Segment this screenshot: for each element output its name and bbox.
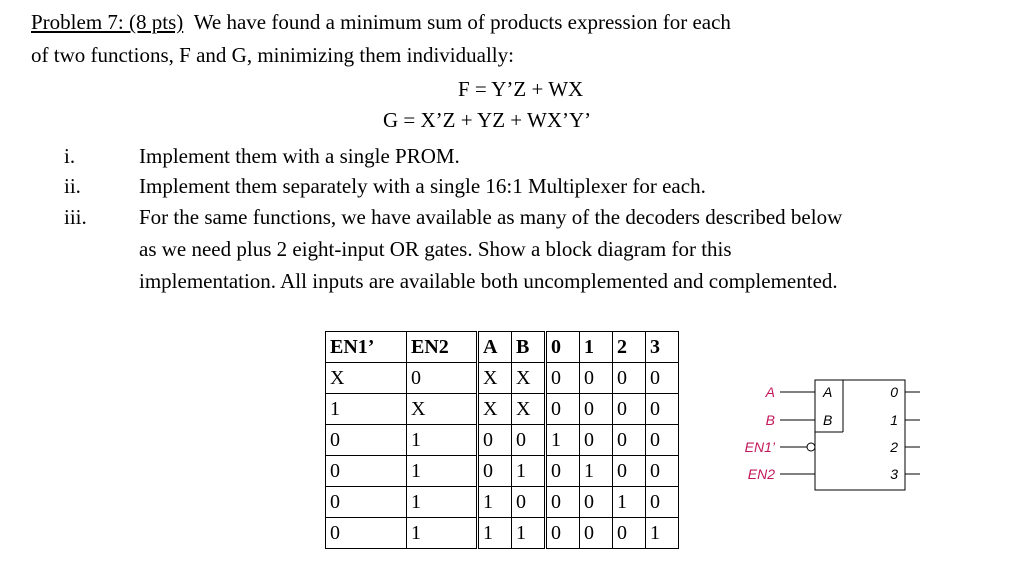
cell-out-0: 0 <box>546 487 580 518</box>
cell-a: X <box>478 363 512 394</box>
pin-label-b: B <box>823 412 833 428</box>
cell-en1: 0 <box>326 518 407 549</box>
label-input-b: B <box>765 412 775 428</box>
truth-table-row <box>326 394 679 425</box>
pin-label-out-3: 3 <box>890 466 898 482</box>
cell-out-2: 1 <box>613 487 646 518</box>
truth-table-row <box>326 518 679 549</box>
pin-label-a: A <box>823 384 833 400</box>
cell-out-3: 1 <box>646 518 679 549</box>
pin-label-out-2: 2 <box>890 439 898 455</box>
cell-out-2: 0 <box>613 518 646 549</box>
equation-f: F = Y’Z + WX <box>458 77 584 101</box>
header-out-0: 0 <box>546 332 580 363</box>
cell-en1: 0 <box>326 425 407 456</box>
header-a: A <box>478 332 512 363</box>
truth-table-body <box>326 363 679 549</box>
cell-b: 1 <box>512 518 546 549</box>
cell-a: 1 <box>478 487 512 518</box>
header-en1: EN1’ <box>326 332 407 363</box>
cell-out-0: 0 <box>546 456 580 487</box>
cell-en1: 0 <box>326 456 407 487</box>
cell-out-0: 1 <box>546 425 580 456</box>
part-3-text-2: as we need plus 2 eight-input OR gates. Show a block diagram for this <box>139 237 732 261</box>
truth-table-row <box>326 363 679 394</box>
cell-out-3: 0 <box>646 425 679 456</box>
decoder-diagram <box>720 370 920 500</box>
cell-b: X <box>512 363 546 394</box>
cell-en2: X <box>407 394 478 425</box>
cell-out-1: 0 <box>580 363 613 394</box>
cell-out-3: 0 <box>646 394 679 425</box>
cell-out-0: 0 <box>546 518 580 549</box>
header-out-2: 2 <box>613 332 646 363</box>
cell-out-2: 0 <box>613 394 646 425</box>
part-1-number: i. <box>64 144 76 168</box>
cell-en2: 1 <box>407 487 478 518</box>
cell-out-2: 0 <box>613 363 646 394</box>
part-2-number: ii. <box>64 174 81 198</box>
inversion-bubble <box>807 443 815 451</box>
cell-out-1: 0 <box>580 518 613 549</box>
cell-out-1: 0 <box>580 394 613 425</box>
cell-out-2: 0 <box>613 425 646 456</box>
cell-out-1: 0 <box>580 487 613 518</box>
pin-label-out-1: 1 <box>890 412 898 428</box>
truth-table-row <box>326 425 679 456</box>
truth-table-header-row <box>326 332 679 363</box>
cell-en2: 1 <box>407 456 478 487</box>
intro-text-2: of two functions, F and G, minimizing them individually: <box>31 43 514 67</box>
equation-g: G = X’Z + YZ + WX’Y’ <box>383 108 592 132</box>
cell-out-3: 0 <box>646 456 679 487</box>
cell-out-1: 0 <box>580 425 613 456</box>
header-en2: EN2 <box>407 332 478 363</box>
cell-a: 0 <box>478 456 512 487</box>
cell-a: X <box>478 394 512 425</box>
cell-en2: 1 <box>407 425 478 456</box>
label-input-en2: EN2 <box>747 466 775 482</box>
label-input-a: A <box>765 384 775 400</box>
part-3-text-1: For the same functions, we have available as many of the decoders described below <box>139 205 843 229</box>
truth-table-row <box>326 456 679 487</box>
header-b: B <box>512 332 546 363</box>
cell-out-2: 0 <box>613 456 646 487</box>
cell-out-0: 0 <box>546 394 580 425</box>
problem-heading: Problem 7: (8 pts) <box>31 10 184 34</box>
cell-a: 0 <box>478 425 512 456</box>
decoder-truth-table <box>325 331 679 549</box>
cell-b: 1 <box>512 456 546 487</box>
label-input-en1: EN1’ <box>744 439 775 455</box>
cell-b: 0 <box>512 487 546 518</box>
header-out-3: 3 <box>646 332 679 363</box>
header-out-1: 1 <box>580 332 613 363</box>
cell-en1: 1 <box>326 394 407 425</box>
cell-en1: 0 <box>326 487 407 518</box>
cell-en2: 0 <box>407 363 478 394</box>
cell-out-0: 0 <box>546 363 580 394</box>
cell-b: X <box>512 394 546 425</box>
intro-text-1: We have found a minimum sum of products expression for each <box>193 10 731 34</box>
pin-label-out-0: 0 <box>890 384 898 400</box>
cell-out-1: 1 <box>580 456 613 487</box>
part-3-text-3: implementation. All inputs are available both uncomplemented and complemented. <box>139 269 838 293</box>
part-1-text: Implement them with a single PROM. <box>139 144 460 168</box>
cell-a: 1 <box>478 518 512 549</box>
cell-b: 0 <box>512 425 546 456</box>
cell-out-3: 0 <box>646 487 679 518</box>
problem-intro-line-1 <box>31 9 731 35</box>
cell-en2: 1 <box>407 518 478 549</box>
cell-en1: X <box>326 363 407 394</box>
truth-table-row <box>326 487 679 518</box>
cell-out-3: 0 <box>646 363 679 394</box>
part-3-number: iii. <box>64 205 87 229</box>
part-2-text: Implement them separately with a single 16:1 Multiplexer for each. <box>139 174 706 198</box>
